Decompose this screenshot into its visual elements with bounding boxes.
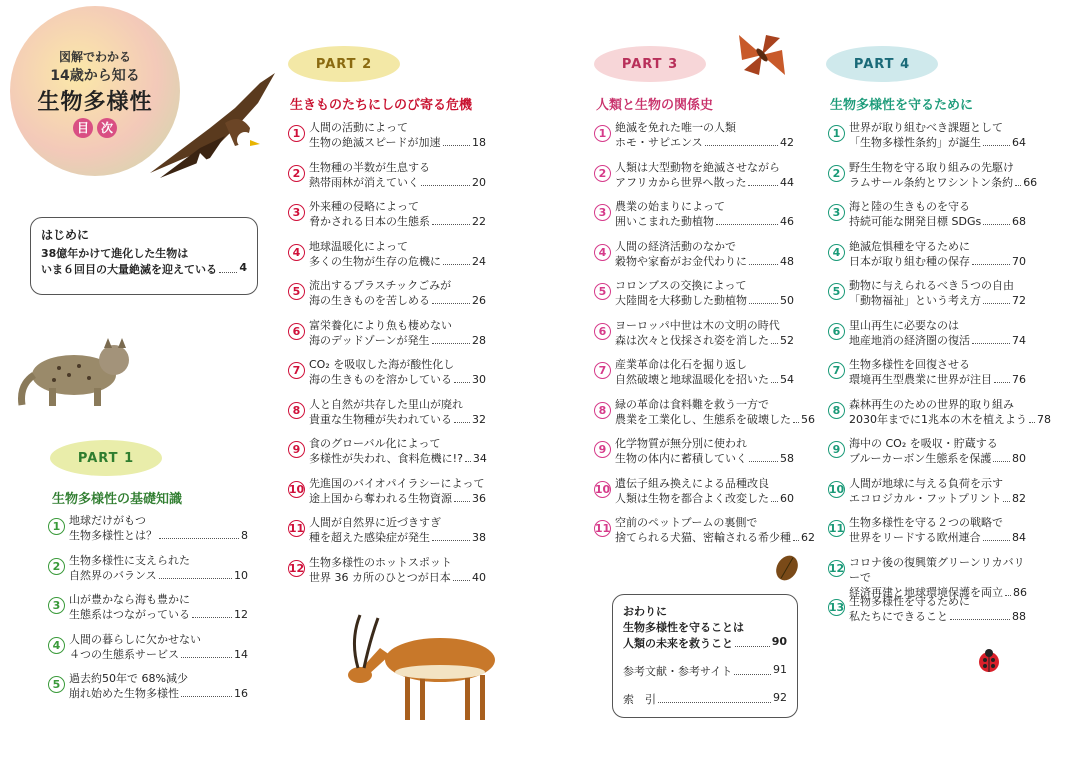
item-line2: 海の生きものを苦しめる [309,294,430,307]
list-item[interactable] [828,594,1026,634]
item-line1: 人と自然が共存した里山が廃れ [309,397,463,411]
item-line2: 2030年までに1兆本の木を植えよう [849,412,1027,426]
item-line2: 途上国から奪われる生物資源 [309,491,452,505]
index-page: 92 [773,691,787,704]
item-number: 3 [828,204,845,221]
item-line2: エコロジカル・フットプリント [849,491,1002,505]
intro-box [30,217,258,295]
item-number: 11 [594,522,611,535]
item-page: 36 [472,491,486,505]
item-number: 9 [594,441,611,458]
list-item[interactable] [288,397,486,437]
part3-list [594,120,815,555]
list-item[interactable] [288,357,486,397]
item-line1: 海と陸の生きものを守る [849,200,970,213]
list-item[interactable] [594,199,794,239]
beetle-illustration [770,550,804,584]
item-page: 22 [472,215,486,228]
item-line2: 貴重な生物種が失われている [309,412,452,426]
item-number: 8 [288,402,305,419]
item-line1: 外来種の侵略によって [309,200,419,213]
item-page: 68 [1012,215,1026,228]
mokuji-char-1: 目 [73,118,93,138]
refs-page: 91 [773,663,787,676]
item-number: 2 [288,165,305,182]
item-line2: 種を超えた感染症が発生 [309,531,430,544]
list-item[interactable] [594,278,794,318]
item-line1: 地球だけがもつ [69,514,146,527]
item-line2: 生物の絶滅スピードが加速 [309,136,441,149]
item-number: 1 [594,125,611,142]
list-item[interactable] [594,357,794,397]
item-line1: ヨーロッパ中世は木の文明の時代 [615,318,780,332]
item-number: 13 [828,601,845,614]
item-line1: 空前のペットブームの裏側で [615,516,758,529]
list-item[interactable] [288,436,486,476]
book-title: 生物多様性 [37,90,153,115]
list-item[interactable] [288,239,486,279]
item-number: 10 [828,482,845,496]
item-line1: 生物多様性を守るために [849,595,970,608]
item-number: 6 [828,323,845,340]
item-line2: 農業を工業化し、生態系を破壊した [615,412,791,426]
item-line1: 海中の CO₂ を吸収・貯蔵する [849,437,998,450]
item-page: 44 [780,175,794,189]
list-item[interactable] [288,120,486,160]
item-line2: 私たちにできること [849,610,948,623]
item-line1: 世界が取り組むべき課題として [849,121,1003,134]
item-page: 80 [1012,452,1026,465]
item-line1: 生物多様性のホットスポット [309,555,452,569]
item-page: 56 [801,412,815,426]
item-line1: 里山再生に必要なのは [849,318,959,332]
item-line1: 地球温暖化によって [309,239,408,253]
part2-badge [288,46,400,82]
item-number: 2 [594,165,611,182]
item-number: 5 [288,283,305,300]
item-line2: 人類は生物を都合よく改変した [615,491,769,505]
item-line1: 人間の活動によって [309,121,408,134]
list-item[interactable] [594,436,794,476]
item-page: 28 [472,333,486,347]
item-line2: 穀物や家畜がお金代わりに [615,254,747,268]
item-line2: 世界をリードする欧州連合 [849,531,981,544]
part4-list [828,120,1051,634]
list-item[interactable] [288,160,486,200]
item-number: 3 [48,597,65,614]
item-page: 66 [1023,175,1038,189]
item-line1: 絶滅を免れた唯一の人類 [615,121,736,134]
item-number: 1 [288,125,305,142]
item-line1: 人間の暮らしに欠かせない [69,632,201,646]
item-line1: CO₂ を吸収した海が酸性化し [309,358,455,371]
item-number: 9 [828,441,845,458]
item-line2: ４つの生態系サービス [69,647,179,661]
item-page: 88 [1012,610,1026,623]
item-page: 86 [1013,585,1027,599]
item-page: 70 [1012,254,1026,268]
antelope-illustration [330,600,510,730]
item-line1: 人間が地球に与える負荷を示す [849,476,1003,490]
part3-badge [594,46,706,82]
item-page: 62 [801,531,815,544]
item-page: 50 [780,294,794,307]
item-line1: 先進国のバイオパイラシーによって [309,476,485,490]
list-item[interactable] [594,397,815,437]
item-page: 18 [472,136,486,149]
wild-cat-illustration [14,330,144,410]
item-number: 4 [288,244,305,261]
item-line2: 自然破壊と地球温暖化を招いた [615,373,769,386]
list-item[interactable] [594,318,794,358]
item-line2: 多様性が失われ、食料危機に!? [309,452,463,465]
item-page: 64 [1012,136,1026,149]
item-page: 60 [780,491,794,505]
item-number: 9 [288,441,305,458]
item-number: 12 [288,561,305,575]
item-line2: アフリカから世界へ散った [615,175,747,189]
item-number: 7 [288,362,305,379]
item-line2: 持続可能な開発目標 SDGs [849,215,982,228]
item-line1: 農業の始まりによって [615,200,725,213]
item-line2: 囲いこまれた動植物 [615,215,714,228]
ending-line2: 人類の未来を救うこと [623,637,733,650]
item-number: 4 [48,637,65,654]
item-line2: ラムサール条約とワシントン条約 [849,175,1014,189]
item-line1: 過去約50年で 68%減少 [69,672,188,685]
item-page: 10 [234,568,248,582]
part1-badge-label: PART 1 [77,450,135,466]
list-item[interactable] [288,515,486,555]
list-item[interactable] [288,199,486,239]
item-page: 20 [472,175,486,189]
item-line2: 脅かされる日本の生態系 [309,215,430,228]
item-page: 30 [472,373,486,386]
item-line2: 熱帯雨林が消えていく [309,175,419,189]
item-line2: 海のデッドゾーンが発生 [309,333,430,347]
part4-badge [826,46,938,82]
list-item[interactable] [48,592,248,632]
item-page: 78 [1037,412,1051,426]
item-page: 32 [472,412,486,426]
item-number: 3 [288,204,305,221]
item-page: 48 [780,254,794,268]
item-page: 16 [234,687,248,700]
index-row[interactable] [623,691,787,707]
refs-row[interactable] [623,663,787,679]
index-label: 索 引 [623,693,656,706]
item-number: 11 [288,522,305,535]
item-page: 8 [241,529,248,542]
item-page: 14 [234,647,248,661]
part2-title: 生きものたちにしのび寄る危機 [290,98,473,113]
item-number: 6 [594,323,611,340]
part4-badge-label: PART 4 [853,56,911,72]
list-item[interactable] [48,632,248,672]
item-number: 5 [48,676,65,693]
item-line1: 富栄養化により魚も棲めない [309,318,452,332]
list-item[interactable] [48,553,248,593]
part2-badge-label: PART 2 [315,56,373,72]
intro-line2: いま６回目の大量絶滅を迎えている [41,263,217,276]
item-page: 24 [472,254,486,268]
item-line2: 捨てられる犬猫、密輸される希少種 [615,531,791,544]
item-line2: 海の生きものを溶かしている [309,373,452,386]
item-line1: 食のグローバル化によって [309,437,441,450]
item-line1: コロナ後の復興策グリーンリカバリーで [849,555,1025,584]
item-line2: 多くの生物が生存の危機に [309,254,441,268]
list-item[interactable] [288,476,486,516]
item-line1: 人類は大型動物を絶滅させながら [615,160,780,174]
item-number: 1 [828,125,845,142]
item-line1: 森林再生のための世界的取り組み [849,397,1014,411]
list-item[interactable] [828,120,1026,160]
list-item[interactable] [288,318,486,358]
list-item[interactable] [828,357,1026,397]
list-item[interactable] [594,120,794,160]
item-line2: 森は次々と伐採され姿を消した [615,333,769,347]
item-page: 84 [1012,531,1026,544]
ending-page: 90 [771,635,787,648]
item-line1: 産業革命は化石を掘り返し [615,358,747,371]
item-line2: 地産地消の経済圏の復活 [849,333,970,347]
mokuji-char-2: 次 [97,118,117,138]
item-line1: 生物多様性を守る２つの戦略で [849,516,1003,529]
item-page: 58 [780,452,794,465]
intro-page: 4 [239,261,247,274]
eagle-illustration [140,68,280,188]
item-line2: 生物の体内に蓄積していく [615,452,747,465]
ladybug-illustration [976,648,1002,674]
item-line1: 動物に与えられるべき５つの自由 [849,279,1014,292]
list-item[interactable] [828,199,1026,239]
item-number: 4 [594,244,611,261]
item-line1: 化学物質が無分別に使われ [615,437,747,450]
item-line2: ブルーカーボン生態系を保護 [849,452,992,465]
item-number: 10 [594,482,611,496]
item-page: 54 [780,373,794,386]
item-page: 76 [1012,373,1026,386]
title-line2: 14歳から知る [50,68,140,84]
intro-line1: 38億年かけて進化した生物は [41,247,189,260]
item-page: 82 [1012,491,1026,505]
item-page: 40 [472,570,486,584]
item-line2: 生物多様性とは？ [69,529,157,542]
item-line2: 環境再生型農業に世界が注目 [849,373,992,386]
item-line1: 生物多様性に支えられた [69,553,190,567]
item-page: 52 [780,333,794,347]
part4-title: 生物多様性を守るために [830,98,974,113]
item-number: 8 [594,402,611,419]
item-line2: 生態系はつながっている [69,608,190,621]
item-number: 12 [828,561,845,575]
item-page: 46 [780,215,794,228]
item-line1: 遺伝子組み換えによる品種改良 [615,476,769,490]
list-item[interactable] [594,476,794,516]
item-line1: 絶滅危惧種を守るために [849,239,970,253]
item-line2: 自然界のバランス [69,568,157,582]
item-page: 12 [234,608,248,621]
item-line1: 山が豊かなら海も豊かに [69,593,190,606]
item-number: 2 [828,165,845,182]
item-page: 72 [1012,294,1026,307]
item-line2: 経済再建と地球環境保護を両立 [849,585,1003,599]
title-line1: 図解でわかる [58,50,131,64]
item-line2: ホモ・サピエンス [615,136,703,149]
ending-line1: 生物多様性を守ることは [623,621,744,634]
item-line1: 流出するプラスチックごみが [309,279,452,292]
part3-badge-label: PART 3 [621,56,679,72]
item-line1: 野生生物を守る取り組みの先駆け [849,160,1014,174]
part1-badge [50,440,162,476]
item-line1: 緑の革命は食料難を救う一方で [615,397,769,411]
item-line2: 「動物福祉」という考え方 [849,294,981,307]
list-item[interactable] [828,515,1026,555]
item-page: 38 [472,531,486,544]
list-item[interactable] [828,239,1026,279]
list-item[interactable] [828,555,1027,599]
item-number: 10 [288,482,305,496]
list-item[interactable] [828,476,1026,516]
item-line2: 世界 36 カ所のひとつが日本 [309,570,451,584]
item-line1: コロンブスの交換によって [615,279,747,292]
item-number: 3 [594,204,611,221]
item-page: 26 [472,294,486,307]
item-page: 74 [1012,333,1026,347]
list-item[interactable] [288,555,486,595]
part2-list [288,120,486,594]
ending-box [612,594,798,718]
item-number: 4 [828,244,845,261]
item-number: 6 [288,323,305,340]
item-number: 8 [828,402,845,419]
item-number: 7 [594,362,611,379]
list-item[interactable] [828,278,1026,318]
list-item[interactable] [288,278,486,318]
moth-illustration [734,30,790,80]
list-item[interactable] [594,515,815,555]
ending-heading: おわりに [623,605,667,618]
list-item[interactable] [828,160,1038,200]
item-line1: 生物多様性を回復させる [849,358,970,371]
item-line2: 日本が取り組む種の保存 [849,254,970,268]
item-number: 7 [828,362,845,379]
item-number: 2 [48,558,65,575]
item-number: 5 [828,283,845,300]
item-page: 42 [780,136,794,149]
list-item[interactable] [48,513,248,553]
list-item[interactable] [594,239,794,279]
item-line2: 崩れ始めた生物多様性 [69,687,179,700]
part1-title: 生物多様性の基礎知識 [52,492,183,507]
item-line1: 人間が自然界に近づきすぎ [309,516,441,529]
item-number: 5 [594,283,611,300]
item-number: 1 [48,518,65,535]
list-item[interactable] [48,671,248,711]
list-item[interactable] [828,318,1026,358]
item-page: 34 [472,452,487,465]
item-number: 11 [828,522,845,535]
item-line2: 「生物多様性条約」が誕生 [849,136,981,149]
item-line1: 人間の経済活動のなかで [615,239,736,253]
list-item[interactable] [828,397,1051,437]
list-item[interactable] [594,160,794,200]
part1-list [48,513,248,711]
item-line2: 大陸間を大移動した動植物 [615,294,747,307]
refs-label: 参考文献・参考サイト [623,665,733,678]
part3-title: 人類と生物の関係史 [596,98,714,113]
list-item[interactable] [828,436,1026,476]
item-line1: 生物種の半数が生息する [309,160,430,174]
intro-heading: はじめに [41,228,90,242]
